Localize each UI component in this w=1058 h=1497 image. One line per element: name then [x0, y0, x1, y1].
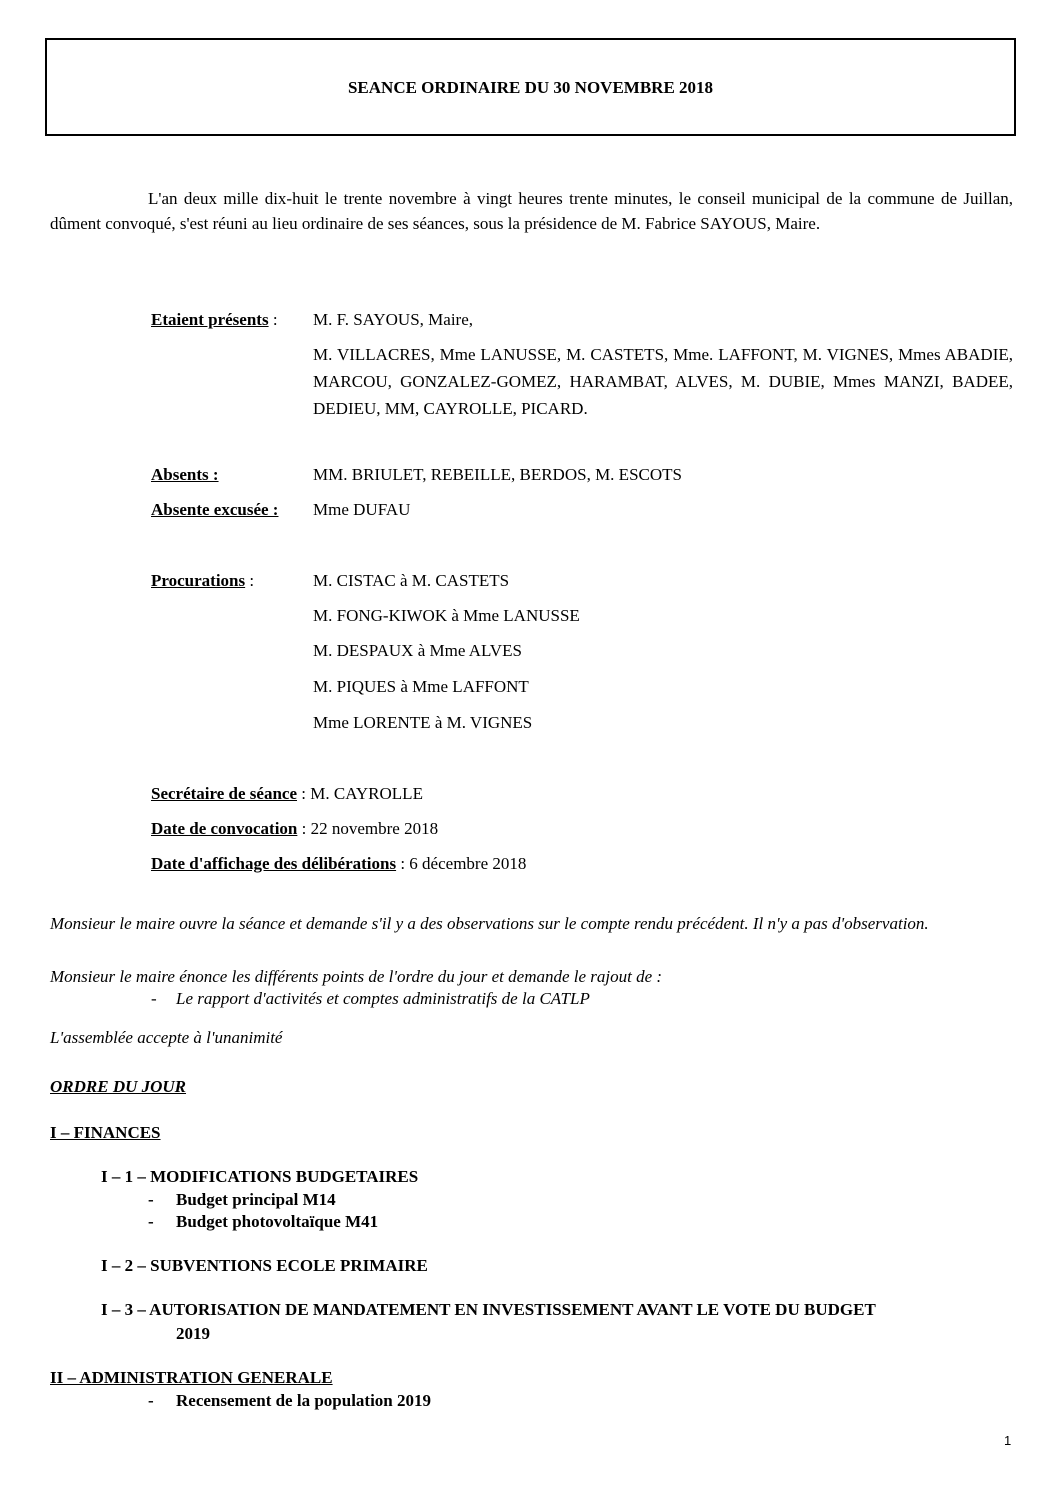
absente-excusee-row: [151, 500, 278, 520]
procurations-sep: :: [245, 571, 255, 590]
agenda-subitem: [148, 1391, 431, 1411]
secretaire-value: : M. CAYROLLE: [297, 784, 423, 803]
presents-sep: :: [268, 310, 278, 329]
procuration-item: M. PIQUES à Mme LAFFONT: [313, 677, 529, 696]
absente-excusee-value: Mme DUFAU: [313, 500, 411, 519]
procurations-label: Procurations: [151, 571, 246, 590]
absente-excusee-label: Absente excusée :: [151, 500, 279, 519]
convocation-value: : 22 novembre 2018: [297, 819, 439, 838]
procurations-row: [151, 571, 254, 591]
agenda-subitem: [148, 1190, 336, 1210]
intro-paragraph: L'an deux mille dix-huit le trente novembre à vingt heures trente minutes, le conseil municipal de la commune de Juillan, dûment convoqué, s'est réuni au lieu ordinaire de ses séances, sous la présidence de M. Fabrice SAYOUS, Maire.: [50, 189, 1013, 233]
rajout-item: [151, 989, 590, 1009]
title-box: [45, 38, 1016, 136]
procuration-item: M. DESPAUX à Mme ALVES: [313, 641, 522, 660]
affichage-label: Date d'affichage des délibérations: [151, 854, 397, 873]
bullet-dash: -: [148, 1190, 154, 1209]
agenda-item-3: I – 3 – AUTORISATION DE MANDATEMENT EN INVESTISSEMENT AVANT LE VOTE DU BUDGET: [101, 1300, 876, 1319]
bullet-dash: -: [148, 1391, 154, 1410]
agenda-item-2: I – 2 – SUBVENTIONS ECOLE PRIMAIRE: [101, 1256, 428, 1275]
procuration-item: M. FONG-KIWOK à Mme LANUSSE: [313, 606, 580, 625]
rajout-text: Le rapport d'activités et comptes administratifs de la CATLP: [176, 989, 590, 1008]
procuration-item: Mme LORENTE à M. VIGNES: [313, 713, 533, 732]
subitem-text: Budget principal M14: [176, 1190, 336, 1209]
ordre-du-jour-intro: Monsieur le maire énonce les différents points de l'ordre du jour et demande le rajout de :: [50, 967, 663, 986]
ordre-du-jour-heading: ORDRE DU JOUR: [50, 1077, 187, 1096]
absents-row: [151, 465, 219, 485]
absents-value: MM. BRIULET, REBEILLE, BERDOS, M. ESCOTS: [313, 465, 682, 484]
secretaire-row: [151, 784, 423, 804]
section-administration: II – ADMINISTRATION GENERALE: [50, 1368, 333, 1387]
page-number: 1: [1004, 1433, 1012, 1448]
presents-label: Etaient présents: [151, 310, 269, 329]
presents-line1: M. F. SAYOUS, Maire,: [313, 310, 474, 329]
agenda-item-3-year: 2019: [176, 1324, 210, 1343]
convocation-row: [151, 819, 438, 839]
subitem-text: Budget photovoltaïque M41: [176, 1212, 379, 1231]
affichage-row: [151, 854, 526, 874]
subitem-text: Recensement de la population 2019: [176, 1391, 431, 1410]
presents-list: M. VILLACRES, Mme LANUSSE, M. CASTETS, Mme. LAFFONT, M. VIGNES, Mmes ABADIE, MARCOU, GONZALEZ-GOMEZ, HARAMBAT, ALVES, M. DUBIE, Mmes MANZI, BADEE, DEDIEU, MM, CAYROLLE, PICARD.: [313, 345, 1013, 418]
procuration-item: M. CISTAC à M. CASTETS: [313, 571, 510, 590]
page-title: SEANCE ORDINAIRE DU 30 NOVEMBRE 2018: [347, 78, 714, 97]
section-finances: I – FINANCES: [50, 1123, 161, 1142]
agenda-item-1: I – 1 – MODIFICATIONS BUDGETAIRES: [101, 1167, 419, 1186]
absents-label: Absents :: [151, 465, 219, 484]
presents-row: [151, 310, 278, 330]
assemblee-accepte: L'assemblée accepte à l'unanimité: [50, 1028, 283, 1047]
observations-paragraph: Monsieur le maire ouvre la séance et demande s'il y a des observations sur le compte rendu précédent. Il n'y a pas d'observation.: [50, 914, 929, 933]
bullet-dash: -: [151, 989, 157, 1008]
convocation-label: Date de convocation: [151, 819, 298, 838]
secretaire-label: Secrétaire de séance: [151, 784, 298, 803]
agenda-subitem: [148, 1212, 379, 1232]
bullet-dash: -: [148, 1212, 154, 1231]
affichage-value: : 6 décembre 2018: [396, 854, 527, 873]
